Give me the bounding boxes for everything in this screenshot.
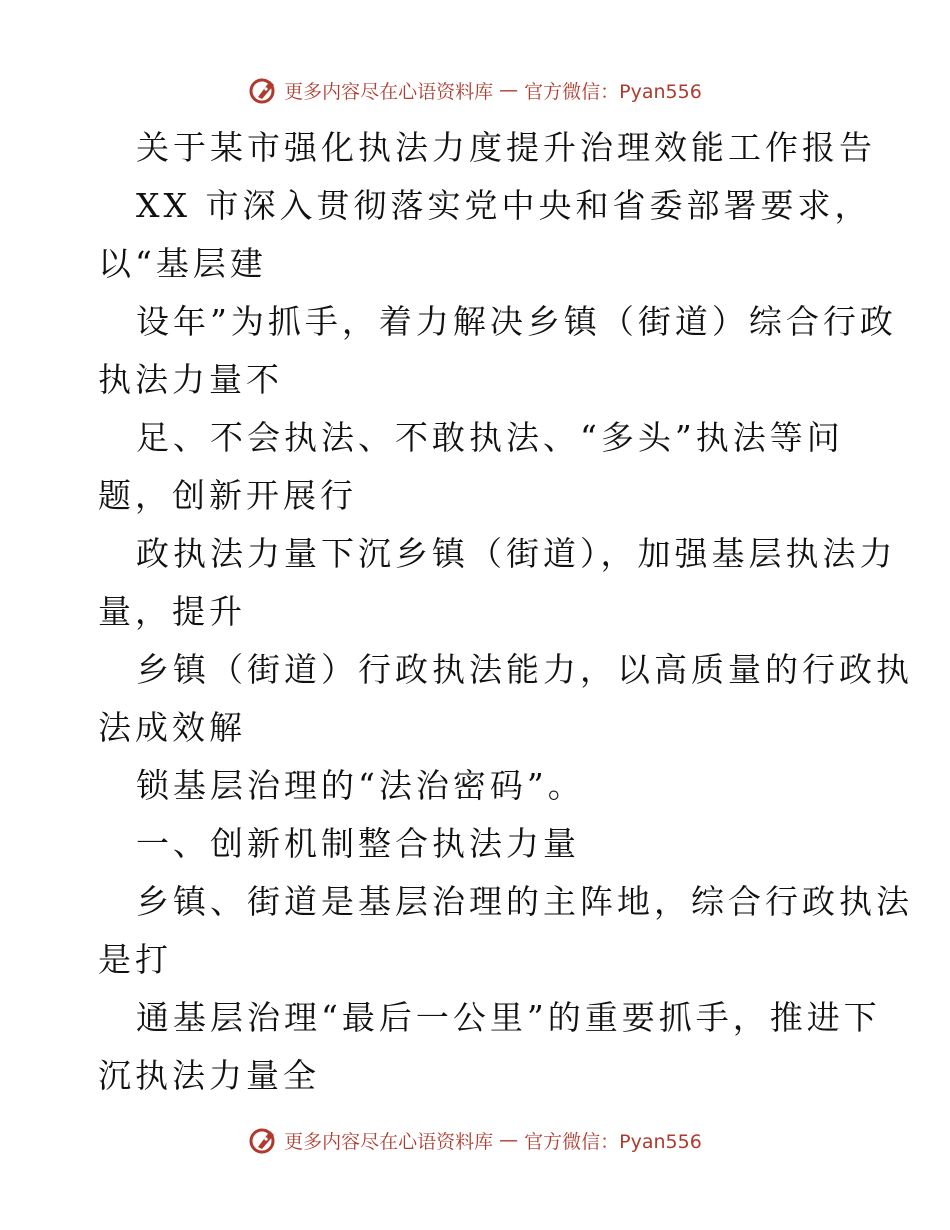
pen-nib-circle-icon — [248, 75, 278, 105]
text-line: 设年”为抓手，着力解决乡镇（街道）综合行政 — [136, 302, 897, 341]
text-line: 法成效解 — [98, 708, 246, 747]
text-line: 乡镇（街道）行政执法能力，以高质量的行政执 — [136, 650, 913, 689]
text-line: 是打 — [98, 940, 172, 979]
watermark-dash: — — [499, 1129, 519, 1151]
text-line: 题，创新开展行 — [98, 476, 357, 515]
text-line: 足、不会执法、不敢执法、“多头”执法等问 — [136, 418, 844, 457]
section-heading: 一、创新机制整合执法力量 — [136, 824, 580, 863]
watermark-text: 更多内容尽在心语资料库 — [284, 80, 494, 103]
footer-watermark — [0, 1120, 950, 1160]
text-line: 量，提升 — [98, 592, 246, 631]
text-line: 锁基层治理的“法治密码”。 — [136, 766, 585, 805]
watermark-text: 更多内容尽在心语资料库 — [284, 1130, 494, 1153]
watermark-dash: — — [499, 79, 519, 101]
text-line: 执法力量不 — [98, 360, 283, 399]
watermark-wechat: 官方微信：Pyan556 — [524, 1130, 702, 1153]
text-line: 通基层治理“最后一公里”的重要抓手，推进下 — [136, 998, 881, 1037]
text-line: 乡镇、街道是基层治理的主阵地，综合行政执法 — [136, 882, 913, 921]
text-line: 政执法力量下沉乡镇（街道），加强基层执法力 — [136, 534, 897, 573]
document-title: 关于某市强化执法力度提升治理效能工作报告 — [136, 128, 876, 167]
watermark-wechat: 官方微信：Pyan556 — [524, 80, 702, 103]
header-watermark — [0, 70, 950, 110]
pen-nib-circle-icon — [248, 1125, 278, 1155]
text-line: XX 市深入贯彻落实党中央和省委部署要求， — [136, 186, 872, 225]
text-line: 沉执法力量全 — [98, 1056, 320, 1095]
text-line: 以“基层建 — [98, 244, 267, 283]
